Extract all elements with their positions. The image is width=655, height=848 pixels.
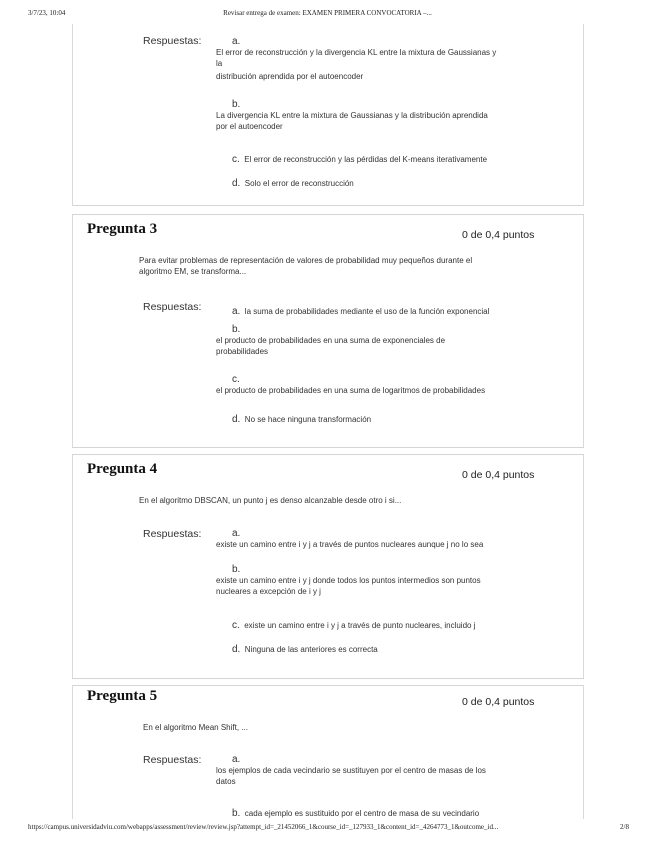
print-url: https://campus.universidadviu.com/webapps/assessment/review/review.jsp?attempt_id=_21452066_1&course_id=_127933_1&content_id=_4264773_1&outcome_id... <box>28 823 499 831</box>
question-text-line: algoritmo EM, se transforma... <box>139 267 247 276</box>
option-letter: b. <box>232 808 241 819</box>
option-letter: b. <box>232 324 241 335</box>
question-text-line: Para evitar problemas de representación de valores de probabilidad muy pequeños durante el <box>139 256 473 265</box>
question-text <box>143 722 573 733</box>
question-title: Pregunta 3 <box>87 221 158 237</box>
q3-option-b <box>216 324 576 357</box>
q4-option-a <box>216 528 576 550</box>
q4-option-b <box>216 564 576 597</box>
q3-option-a <box>232 301 489 319</box>
option-text-line: La divergencia KL entre la mixtura de Gaussianas y la distribución aprendida <box>216 111 488 120</box>
print-date: 3/7/23, 10:04 <box>28 9 66 17</box>
option-letter: a. <box>232 754 241 765</box>
question-score: 0 de 0,4 puntos <box>462 469 535 481</box>
question-5-card <box>72 685 584 819</box>
option-text: la suma de probabilidades mediante el uso de la función exponencial <box>244 307 490 316</box>
q2-option-c <box>232 149 487 167</box>
answers-label: Respuestas: <box>143 35 202 47</box>
option-letter: c. <box>232 374 240 385</box>
option-letter: c. <box>232 620 240 631</box>
option-text-line: por el autoencoder <box>216 122 283 131</box>
option-letter: b. <box>232 99 241 110</box>
print-footer <box>0 823 655 835</box>
option-letter: a. <box>232 528 241 539</box>
question-text-line: En el algoritmo Mean Shift, ... <box>143 723 248 732</box>
option-text-line: datos <box>216 777 236 786</box>
question-title: Pregunta 5 <box>87 688 158 704</box>
q2-option-a <box>216 36 576 82</box>
option-text-line: los ejemplos de cada vecindario se sustituyen por el centro de masas de los <box>216 766 486 775</box>
option-letter: b. <box>232 564 241 575</box>
option-text-line: El error de reconstrucción y la divergencia KL entre la mixtura de Gaussianas y <box>216 48 497 57</box>
option-text: cada ejemplo es sustituido por el centro de masa de su vecindario <box>244 809 480 818</box>
option-text-line: existe un camino entre i y j a través de puntos nucleares aunque j no lo sea <box>216 540 484 549</box>
question-3-card <box>72 214 584 448</box>
answers-label: Respuestas: <box>143 301 202 313</box>
option-text-line: nucleares a excepción de i y j <box>216 587 321 596</box>
q4-option-c <box>232 615 475 633</box>
option-letter: d. <box>232 178 241 189</box>
option-text-line: la <box>216 59 223 68</box>
print-title: Revisar entrega de examen: EXAMEN PRIMERA CONVOCATORIA –... <box>223 9 432 17</box>
option-text: No se hace ninguna transformación <box>244 415 372 424</box>
q2-option-b <box>216 99 576 132</box>
q5-option-a <box>216 754 576 787</box>
question-4-card <box>72 454 584 679</box>
option-text-line: probabilidades <box>216 347 269 356</box>
q3-option-d <box>232 409 371 427</box>
option-text: existe un camino entre i y j a través de punto nucleares, incluido j <box>244 621 476 630</box>
option-letter: d. <box>232 414 241 425</box>
option-text-line: el producto de probabilidades en una suma de logaritmos de probabilidades <box>216 386 486 395</box>
option-letter: d. <box>232 644 241 655</box>
option-text: El error de reconstrucción y las pérdidas del K-means iterativamente <box>244 155 488 164</box>
question-title: Pregunta 4 <box>87 461 158 477</box>
q2-option-d <box>232 173 354 191</box>
question-score: 0 de 0,4 puntos <box>462 696 535 708</box>
question-text-line: En el algoritmo DBSCAN, un punto j es denso alcanzable desde otro i si... <box>139 496 402 505</box>
q3-option-c <box>216 374 576 396</box>
q5-option-b <box>232 803 479 821</box>
answers-label: Respuestas: <box>143 754 202 766</box>
option-text-line: el producto de probabilidades en una suma de exponenciales de <box>216 336 446 345</box>
option-text-line: distribución aprendida por el autoencoder <box>216 72 364 81</box>
option-letter: c. <box>232 154 240 165</box>
question-text <box>139 495 569 506</box>
option-letter: a. <box>232 306 241 317</box>
print-page-number: 2/8 <box>620 823 629 831</box>
question-text <box>139 255 569 277</box>
option-text: Ninguna de las anteriores es correcta <box>244 645 378 654</box>
option-text: Solo el error de reconstrucción <box>244 179 354 188</box>
question-2-card <box>72 24 584 206</box>
option-letter: a. <box>232 36 241 47</box>
q4-option-d <box>232 639 378 657</box>
option-text-line: existe un camino entre i y j donde todos los puntos intermedios son puntos <box>216 576 481 585</box>
answers-label: Respuestas: <box>143 528 202 540</box>
print-header <box>0 9 655 21</box>
question-score: 0 de 0,4 puntos <box>462 229 535 241</box>
